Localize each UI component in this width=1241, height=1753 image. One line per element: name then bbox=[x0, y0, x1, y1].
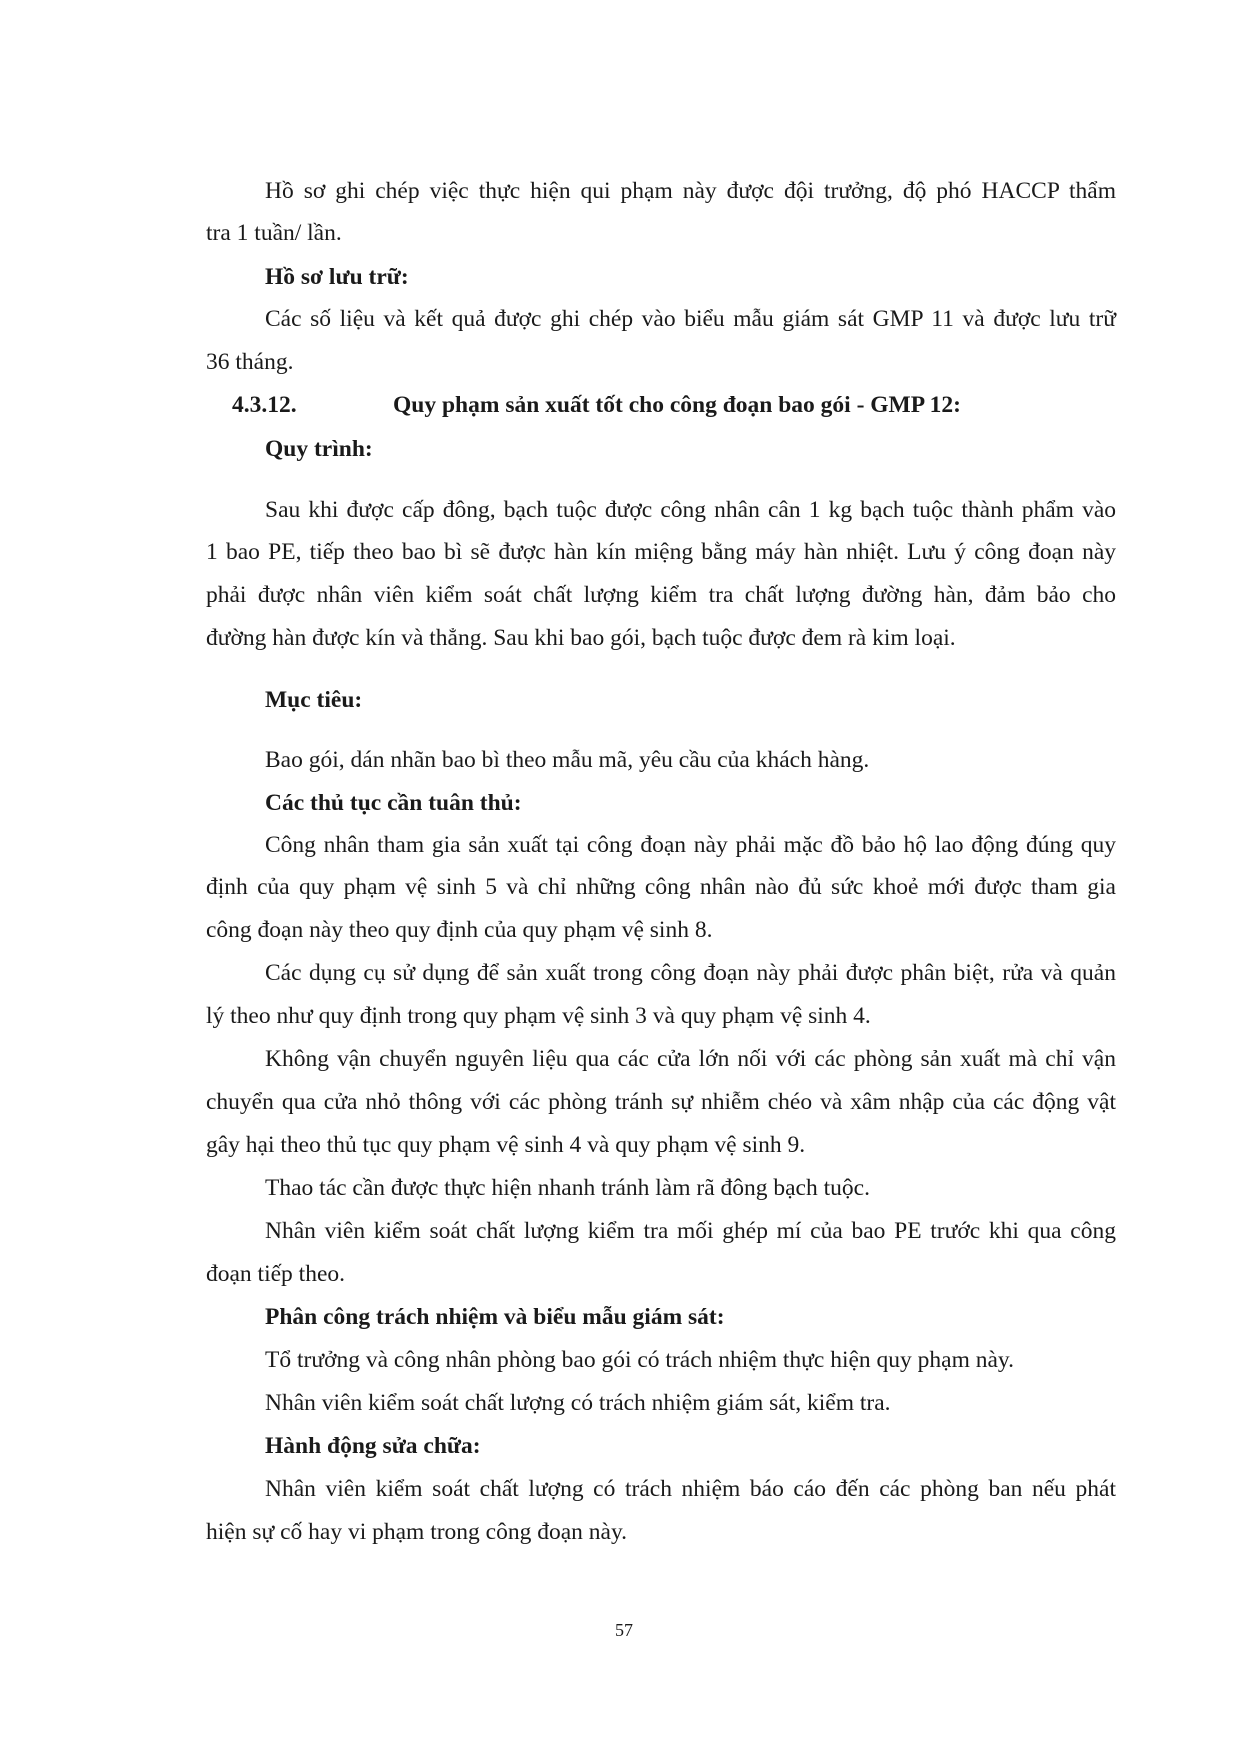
section-title: Quy phạm sản xuất tốt cho công đoạn bao gói - GMP 12: bbox=[393, 392, 961, 418]
body-line: Nhân viên kiểm soát chất lượng có trách nhiệm báo cáo đến các phòng ban nếu phát bbox=[265, 1476, 1116, 1502]
body-line: chuyển qua cửa nhỏ thông với các phòng tránh sự nhiễm chéo và xâm nhập của các động vật bbox=[206, 1089, 1116, 1115]
body-line: Công nhân tham gia sản xuất tại công đoạn này phải mặc đồ bảo hộ lao động đúng quy bbox=[265, 832, 1116, 858]
body-line: Hồ sơ ghi chép việc thực hiện qui phạm này được đội trưởng, độ phó HACCP thẩm bbox=[265, 178, 1116, 204]
body-line: hiện sự cố hay vi phạm trong công đoạn này. bbox=[206, 1519, 628, 1545]
page-number: 57 bbox=[615, 1620, 633, 1640]
section-heading: Quy trình: bbox=[265, 436, 373, 462]
section-heading: Hồ sơ lưu trữ: bbox=[265, 264, 409, 290]
section-heading: Mục tiêu: bbox=[265, 687, 363, 713]
section-number: 4.3.12. bbox=[232, 392, 297, 418]
body-line: gây hại theo thủ tục quy phạm vệ sinh 4 và quy phạm vệ sinh 9. bbox=[206, 1132, 806, 1158]
body-line: lý theo như quy định trong quy phạm vệ sinh 3 và quy phạm vệ sinh 4. bbox=[206, 1003, 871, 1029]
body-line: Các dụng cụ sử dụng để sản xuất trong công đoạn này phải được phân biệt, rửa và quản bbox=[265, 960, 1116, 986]
body-line: Thao tác cần được thực hiện nhanh tránh làm rã đông bạch tuộc. bbox=[265, 1175, 870, 1201]
body-line: Sau khi được cấp đông, bạch tuộc được công nhân cân 1 kg bạch tuộc thành phẩm vào bbox=[265, 497, 1116, 523]
body-line: đường hàn được kín và thẳng. Sau khi bao gói, bạch tuộc được đem rà kim loại. bbox=[206, 625, 956, 651]
body-line: Nhân viên kiểm soát chất lượng có trách nhiệm giám sát, kiểm tra. bbox=[265, 1390, 891, 1416]
body-line: Các số liệu và kết quả được ghi chép vào biểu mẫu giám sát GMP 11 và được lưu trữ bbox=[265, 306, 1116, 332]
body-line: Tổ trưởng và công nhân phòng bao gói có trách nhiệm thực hiện quy phạm này. bbox=[265, 1347, 1015, 1373]
body-line: Bao gói, dán nhãn bao bì theo mẫu mã, yêu cầu của khách hàng. bbox=[265, 747, 870, 773]
section-heading: Hành động sửa chữa: bbox=[265, 1433, 481, 1459]
body-line: Nhân viên kiểm soát chất lượng kiểm tra mối ghép mí của bao PE trước khi qua công bbox=[265, 1218, 1116, 1244]
body-line: Không vận chuyển nguyên liệu qua các cửa lớn nối với các phòng sản xuất mà chỉ vận bbox=[265, 1046, 1116, 1072]
body-line: tra 1 tuần/ lần. bbox=[206, 220, 342, 246]
body-line: phải được nhân viên kiểm soát chất lượng kiểm tra chất lượng đường hàn, đảm bảo cho bbox=[206, 582, 1116, 608]
section-heading: Các thủ tục cần tuân thủ: bbox=[265, 790, 522, 816]
body-line: 1 bao PE, tiếp theo bao bì sẽ được hàn kín miệng bằng máy hàn nhiệt. Lưu ý công đoạn này bbox=[206, 539, 1116, 565]
body-line: 36 tháng. bbox=[206, 349, 294, 375]
body-line: định của quy phạm vệ sinh 5 và chỉ những công nhân nào đủ sức khoẻ mới được tham gia bbox=[206, 874, 1116, 900]
body-line: công đoạn này theo quy định của quy phạm vệ sinh 8. bbox=[206, 917, 713, 943]
section-heading: Phân công trách nhiệm và biểu mẫu giám sát: bbox=[265, 1304, 725, 1330]
body-line: đoạn tiếp theo. bbox=[206, 1261, 346, 1287]
